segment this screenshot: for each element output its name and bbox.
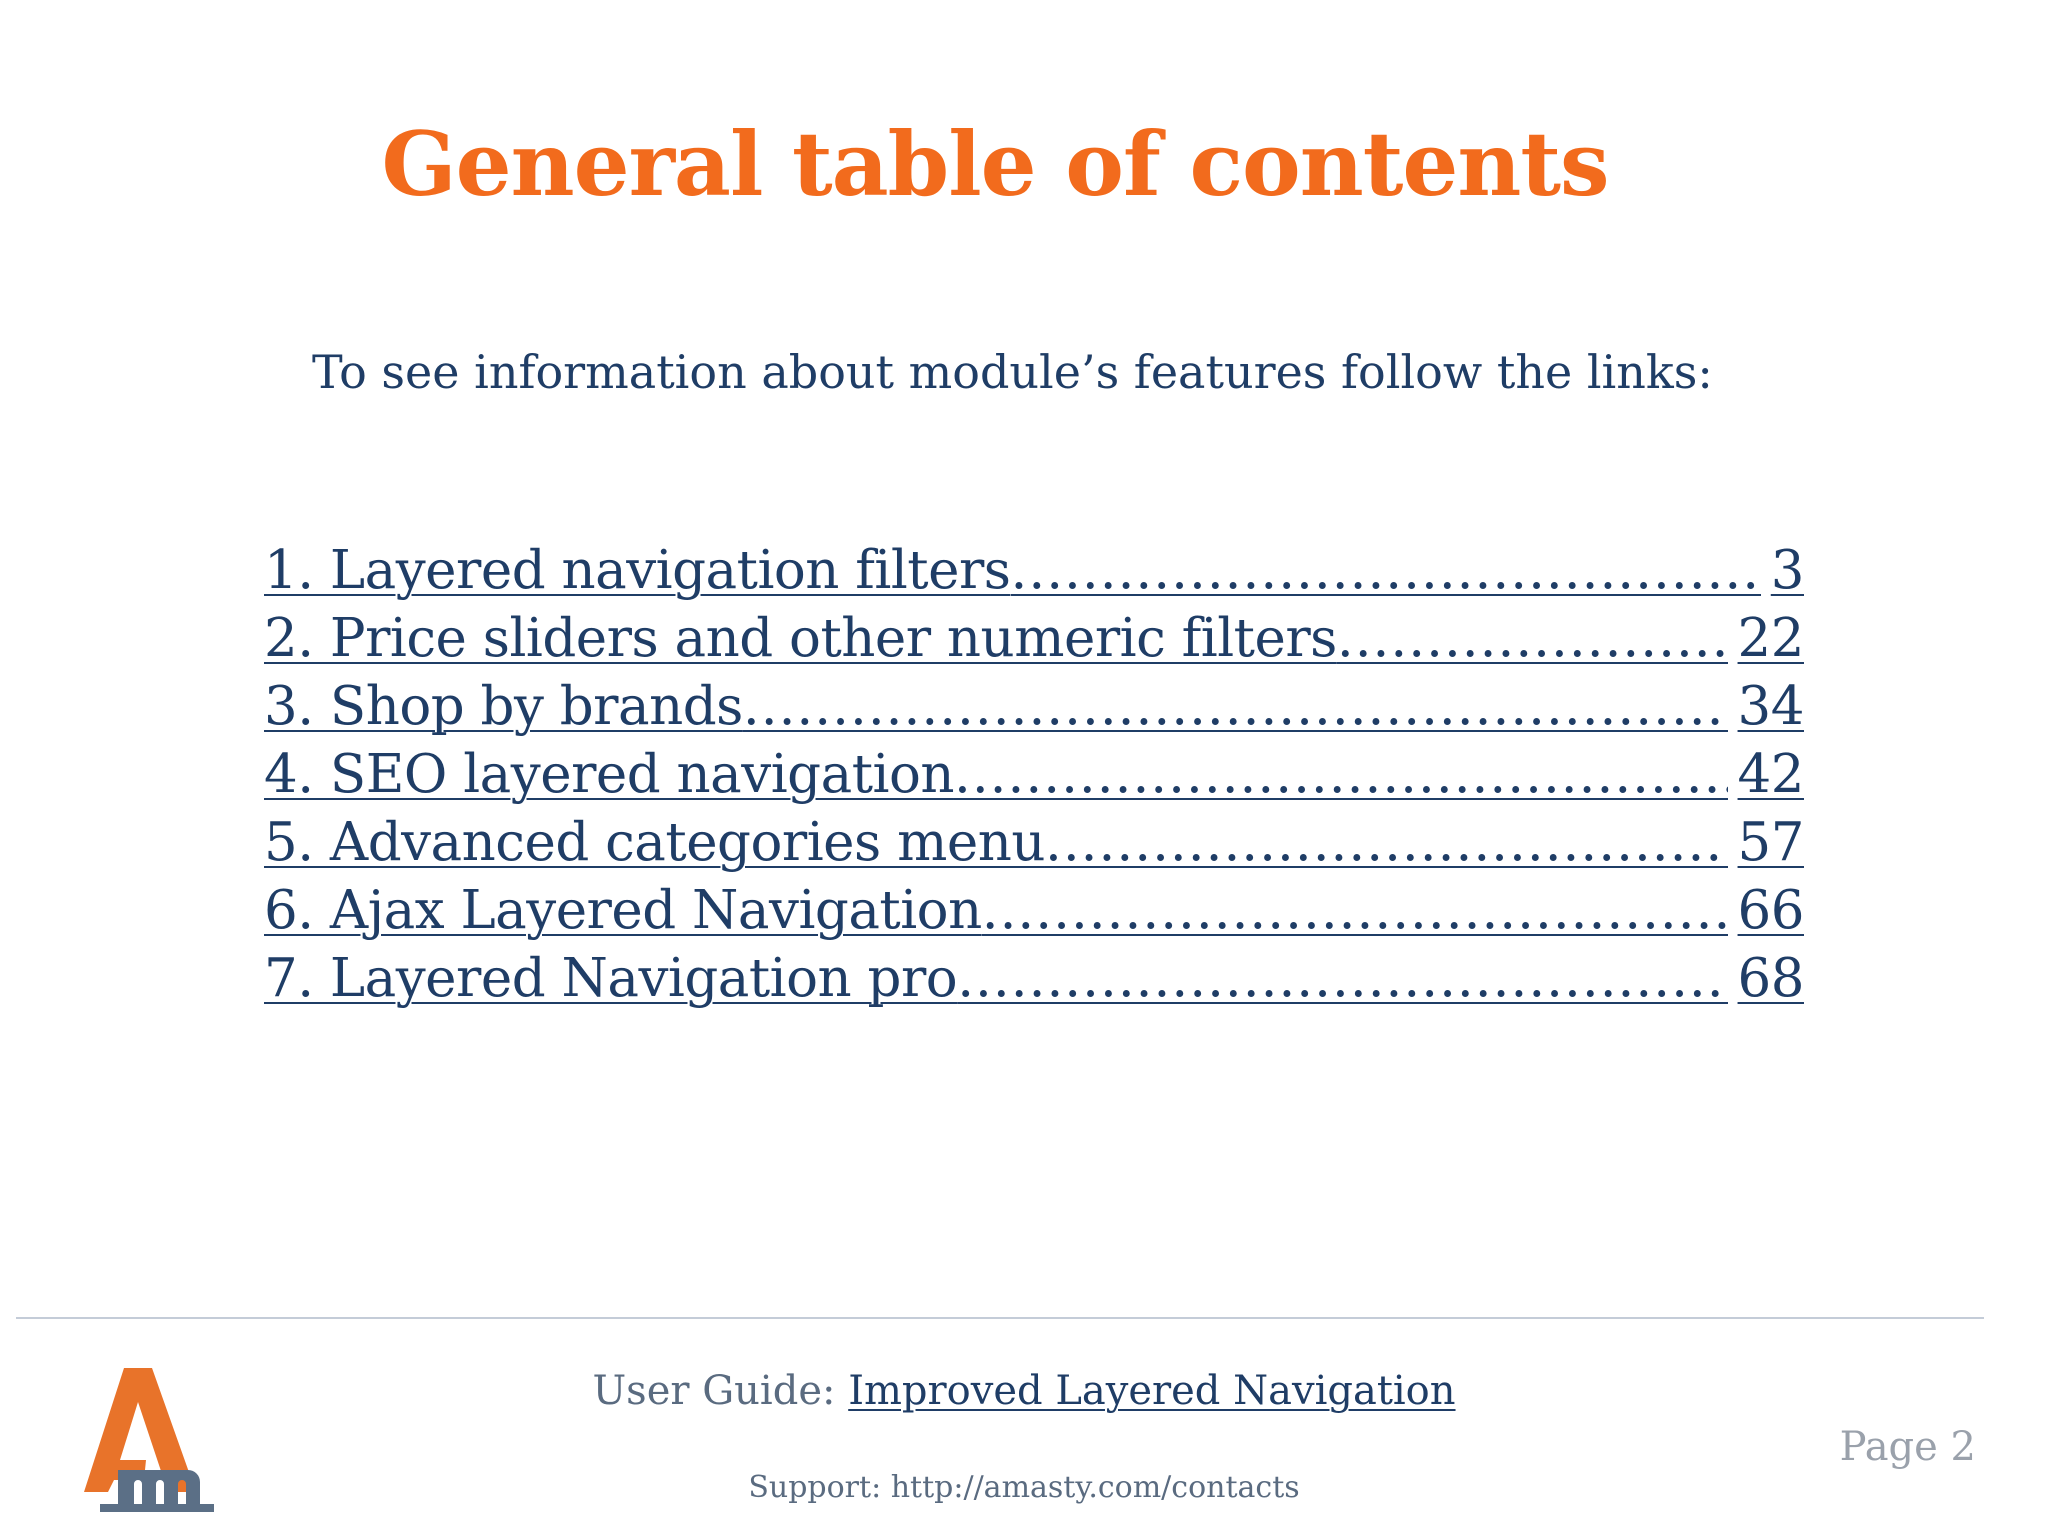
table-of-contents: [264, 540, 1804, 1016]
page-number: Page 2: [1839, 1424, 1976, 1470]
footer-user-guide: [0, 1368, 2048, 1414]
toc-page-number: 68: [1737, 948, 1804, 1009]
toc-label: 3. Shop by brands: [264, 676, 743, 737]
toc-link-ajax-layered-navigation[interactable]: [264, 880, 1804, 948]
toc-label: 2. Price sliders and other numeric filters: [264, 608, 1337, 669]
toc-label: 6. Ajax Layered Navigation: [264, 880, 982, 941]
toc-label: 1. Layered navigation filters: [264, 540, 1011, 601]
toc-leader-dots: [954, 744, 1728, 805]
footer-guide-prefix: User Guide:: [592, 1368, 849, 1414]
footer-divider: [16, 1317, 1984, 1319]
toc-page-number: 22: [1737, 608, 1804, 669]
toc-leader-dots: [1337, 608, 1728, 669]
toc-page-number: 57: [1737, 812, 1804, 873]
toc-link-shop-by-brands[interactable]: [264, 676, 1804, 744]
toc-link-layered-navigation-filters[interactable]: [264, 540, 1804, 608]
toc-page-number: 3: [1770, 540, 1804, 601]
page-title: General table of contents: [381, 112, 1609, 216]
toc-page-number: 66: [1737, 880, 1804, 941]
toc-link-seo-layered-navigation[interactable]: [264, 744, 1804, 812]
toc-label: 4. SEO layered navigation: [264, 744, 954, 805]
toc-label: 5. Advanced categories menu: [264, 812, 1045, 873]
user-guide-link[interactable]: Improved Layered Navigation: [848, 1368, 1456, 1414]
toc-leader-dots: [957, 948, 1727, 1009]
toc-leader-dots: [743, 676, 1728, 737]
toc-label: 7. Layered Navigation pro: [264, 948, 958, 1009]
toc-link-price-sliders[interactable]: [264, 608, 1804, 676]
toc-leader-dots: [982, 880, 1728, 941]
toc-link-advanced-categories-menu[interactable]: [264, 812, 1804, 880]
toc-leader-dots: [1011, 540, 1761, 601]
toc-page-number: 34: [1737, 676, 1804, 737]
footer-support: Support: http://amasty.com/contacts: [748, 1470, 1300, 1505]
toc-leader-dots: [1045, 812, 1728, 873]
toc-page-number: 42: [1737, 744, 1804, 805]
intro-text: To see information about module’s features follow the links:: [312, 345, 1713, 399]
toc-link-layered-navigation-pro[interactable]: [264, 948, 1804, 1016]
